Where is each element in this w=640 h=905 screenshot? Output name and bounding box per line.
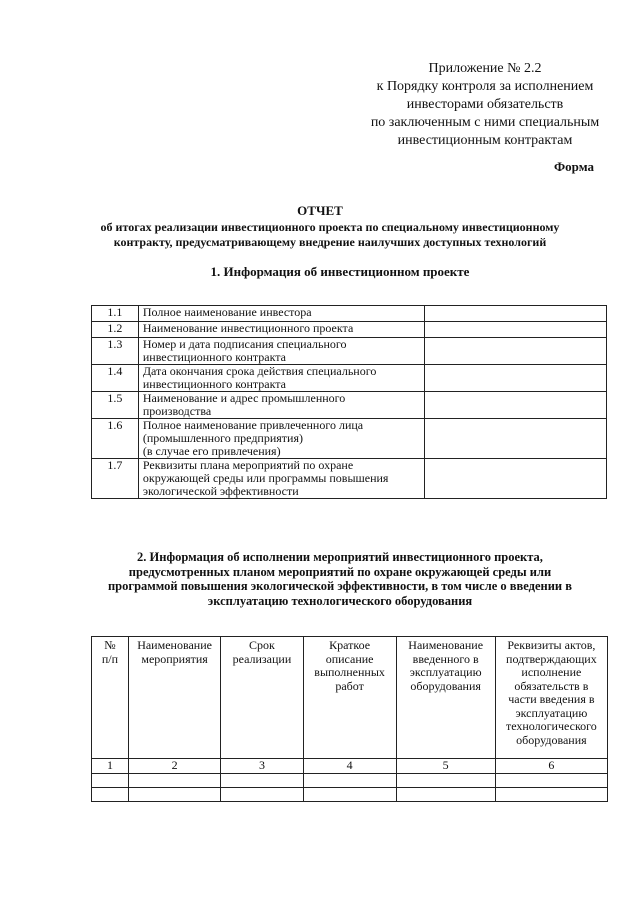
row-label-line: Полное наименование инвестора xyxy=(142,305,312,319)
column-number: 4 xyxy=(303,759,396,774)
row-value-cell[interactable] xyxy=(424,338,606,365)
row-label-line: Реквизиты плана мероприятий по охране xyxy=(142,458,354,472)
column-header-line: реализации xyxy=(232,651,292,666)
empty-cell[interactable] xyxy=(92,787,129,801)
row-label-line: Наименование и адрес промышленного xyxy=(142,391,346,405)
row-label xyxy=(138,392,424,419)
column-header xyxy=(303,637,396,759)
column-number: 5 xyxy=(396,759,495,774)
column-header-line: № xyxy=(104,638,116,652)
section2-title xyxy=(80,550,600,608)
column-number: 3 xyxy=(221,759,303,774)
appendix-line: к Порядку контроля за исполнением xyxy=(376,79,594,94)
empty-cell[interactable] xyxy=(495,773,607,787)
row-label xyxy=(138,306,424,322)
row-label-line: Дата окончания срока действия специального xyxy=(142,364,377,378)
column-header xyxy=(92,637,129,759)
row-label-line: (в случае его привлечения) xyxy=(142,444,281,458)
row-label xyxy=(138,322,424,338)
row-number: 1.7 xyxy=(92,459,139,499)
section1-title: 1. Информация об инвестиционном проекте xyxy=(210,264,470,279)
row-number: 1.4 xyxy=(92,365,139,392)
report-title: ОТЧЕТ xyxy=(297,203,343,218)
row-number: 1.3 xyxy=(92,338,139,365)
row-number: 1.5 xyxy=(92,392,139,419)
column-header-line: технологического xyxy=(505,719,597,733)
column-header xyxy=(221,637,303,759)
column-number: 6 xyxy=(495,759,607,774)
row-value-cell[interactable] xyxy=(424,365,606,392)
row-label-line: Номер и дата подписания специального xyxy=(142,337,347,351)
empty-cell[interactable] xyxy=(396,773,495,787)
column-header-line: Наименование xyxy=(408,638,484,652)
column-header-line: работ xyxy=(335,678,364,693)
project-info-row xyxy=(92,392,607,419)
column-header-line: мероприятия xyxy=(141,651,208,666)
empty-table-row xyxy=(92,787,608,801)
row-label xyxy=(138,419,424,459)
column-header xyxy=(128,637,220,759)
appendix-line: инвесторами обязательств xyxy=(406,97,564,112)
row-label-line: производства xyxy=(142,404,212,418)
report-subtitle-line: об итогах реализации инвестиционного проекта по специальному инвестиционному xyxy=(100,220,560,234)
column-header-line: исполнение xyxy=(521,665,582,679)
column-header-line: выполненных xyxy=(314,665,385,679)
row-label xyxy=(138,459,424,499)
row-number: 1.2 xyxy=(92,322,139,338)
project-info-row xyxy=(92,459,607,499)
column-header-line: части введения в xyxy=(508,692,595,706)
column-header-line: Наименование xyxy=(137,638,212,652)
column-number: 1 xyxy=(92,759,129,774)
section2-title-line: программой повышения экологической эффективности, в том числе о введении в xyxy=(107,579,572,593)
report-subtitle-line: контракту, предусматривающему внедрение наилучших доступных технологий xyxy=(113,235,547,249)
measures-table xyxy=(91,636,608,802)
project-info-row xyxy=(92,338,607,365)
form-label: Форма xyxy=(554,159,594,174)
project-info-table xyxy=(91,305,607,499)
empty-cell[interactable] xyxy=(221,773,303,787)
empty-cell[interactable] xyxy=(396,787,495,801)
row-label-line: окружающей среды или программы повышения xyxy=(142,471,389,485)
empty-cell[interactable] xyxy=(92,773,129,787)
project-info-row xyxy=(92,306,607,322)
section2-title-line: 2. Информация об исполнении мероприятий инвестиционного проекта, xyxy=(137,550,543,564)
appendix-line: Приложение № 2.2 xyxy=(428,61,542,76)
empty-cell[interactable] xyxy=(303,773,396,787)
project-info-row xyxy=(92,322,607,338)
appendix-line: по заключенным с ними специальным xyxy=(370,115,600,130)
column-header-line: введенного в xyxy=(412,651,479,666)
column-header-line: Краткое xyxy=(329,638,371,652)
row-label-line: экологической эффективности xyxy=(142,484,299,498)
column-header-line: п/п xyxy=(101,651,119,666)
empty-table-row xyxy=(92,773,608,787)
row-value-cell[interactable] xyxy=(424,392,606,419)
section2-title-line: предусмотренных планом мероприятий по охране окружающей среды или xyxy=(128,564,552,579)
row-label xyxy=(138,365,424,392)
row-value-cell[interactable] xyxy=(424,459,606,499)
appendix-line: инвестиционным контрактам xyxy=(397,133,573,148)
empty-cell[interactable] xyxy=(128,787,220,801)
appendix-header xyxy=(340,60,630,150)
empty-cell[interactable] xyxy=(495,787,607,801)
column-header-line: эксплуатацию xyxy=(515,705,588,720)
row-value-cell[interactable] xyxy=(424,419,606,459)
column-header-line: подтверждающих xyxy=(506,651,597,666)
row-label-line: Наименование инвестиционного проекта xyxy=(142,321,354,335)
column-number-row xyxy=(92,759,608,774)
column-header-line: оборудования xyxy=(410,678,481,693)
row-label-line: инвестиционного контракта xyxy=(142,350,286,364)
column-number: 2 xyxy=(128,759,220,774)
column-header-line: Реквизиты актов, xyxy=(507,638,596,652)
project-info-row xyxy=(92,365,607,392)
row-label-line: (промышленного предприятия) xyxy=(142,431,303,445)
row-value-cell[interactable] xyxy=(424,322,606,338)
project-info-row xyxy=(92,419,607,459)
section2-title-line: эксплуатацию технологического оборудования xyxy=(207,593,473,608)
column-header xyxy=(495,637,607,759)
row-number: 1.1 xyxy=(92,306,139,322)
empty-cell[interactable] xyxy=(221,787,303,801)
column-header-line: оборудования xyxy=(516,732,587,747)
row-label xyxy=(138,338,424,365)
column-header-line: обязательств в xyxy=(514,678,589,693)
column-header xyxy=(396,637,495,759)
row-label-line: инвестиционного контракта xyxy=(142,377,286,391)
column-header-line: описание xyxy=(325,651,374,666)
row-value-cell[interactable] xyxy=(424,306,606,322)
empty-cell[interactable] xyxy=(303,787,396,801)
empty-cell[interactable] xyxy=(128,773,220,787)
report-subtitle xyxy=(60,220,600,250)
column-header-line: эксплуатацию xyxy=(409,665,482,679)
row-label-line: Полное наименование привлеченного лица xyxy=(142,418,364,432)
row-number: 1.6 xyxy=(92,419,139,459)
column-header-line: Срок xyxy=(249,638,275,652)
